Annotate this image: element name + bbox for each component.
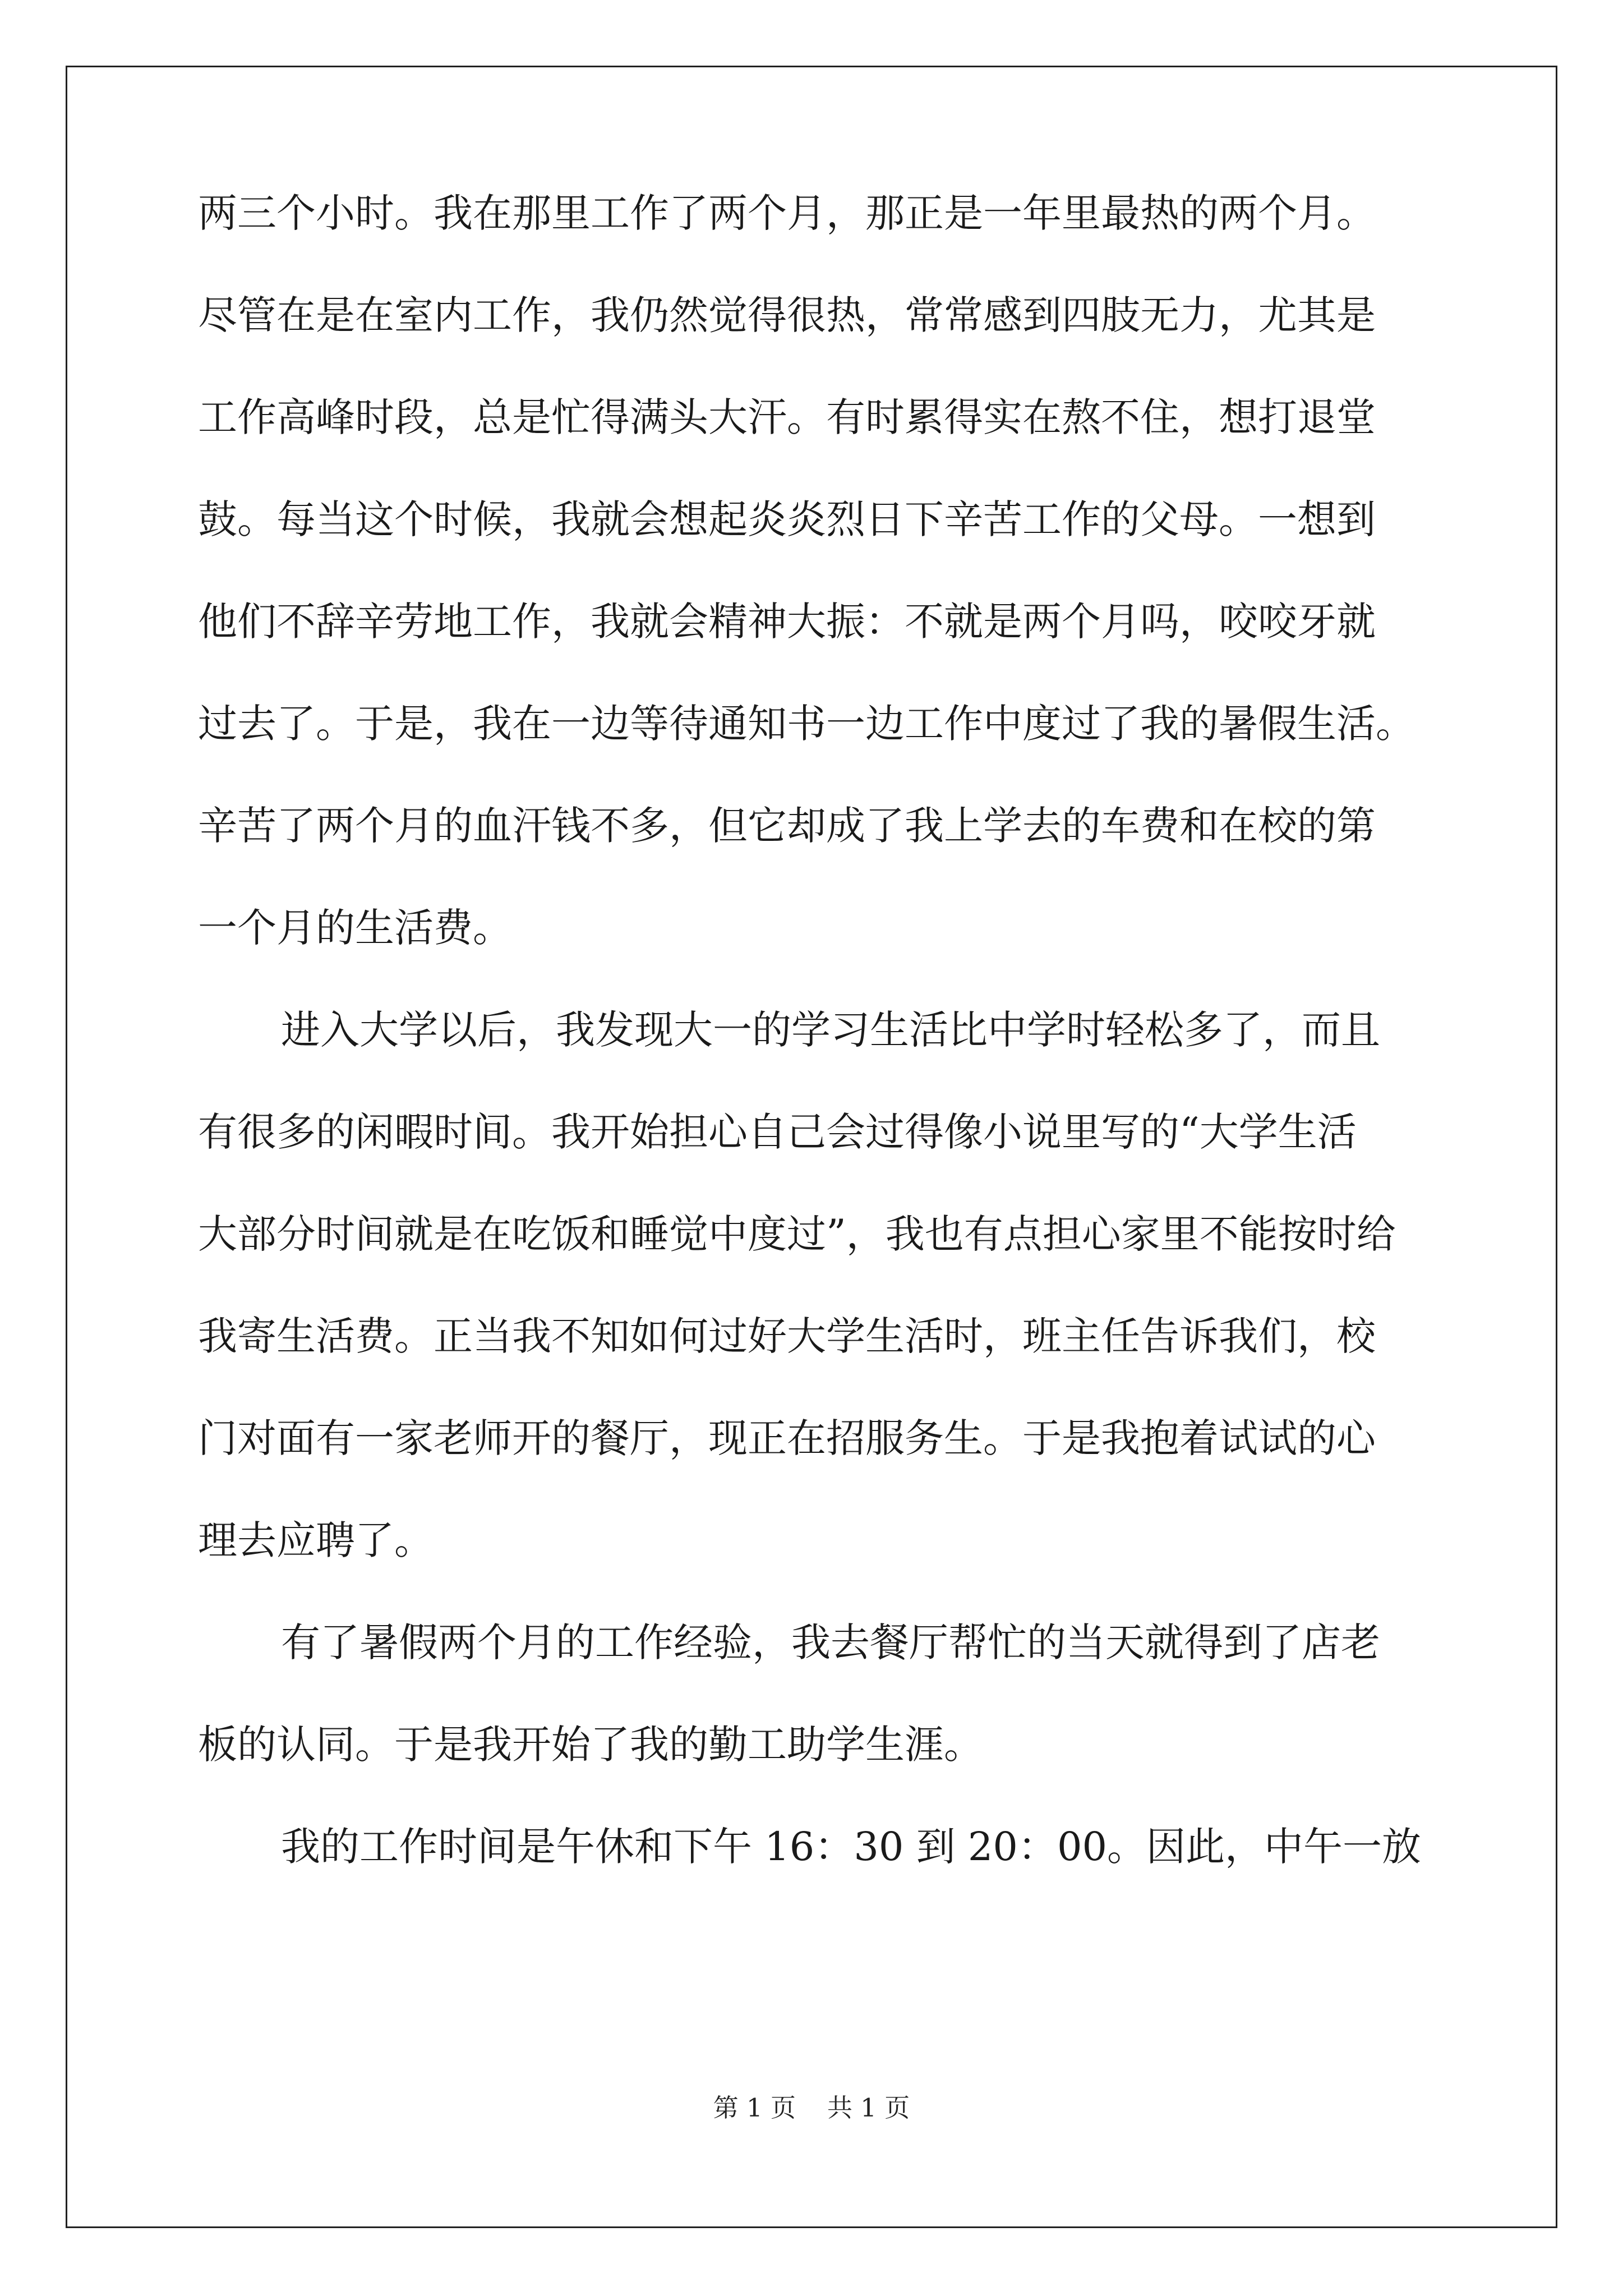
text-line: 理去应聘了。	[198, 1517, 434, 1563]
page-number: 第 1 页	[713, 2093, 796, 2123]
paragraph-first-line: 我的工作时间是午休和下午 16：30 到 20：00。因此，中午一放	[281, 1824, 1422, 1870]
text-line: 工作高峰时段，总是忙得满头大汗。有时累得实在熬不住，想打退堂	[198, 394, 1376, 440]
text-line: 大部分时间就是在吃饭和睡觉中度过”，我也有点担心家里不能按时给	[198, 1211, 1396, 1257]
text-line: 门对面有一家老师开的餐厅，现正在招服务生。于是我抱着试试的心	[198, 1415, 1376, 1461]
text-line: 鼓。每当这个时候，我就会想起炎炎烈日下辛苦工作的父母。一想到	[198, 496, 1376, 542]
paragraph-first-line: 有了暑假两个月的工作经验，我去餐厅帮忙的当天就得到了店老	[281, 1619, 1380, 1665]
page-footer	[0, 2091, 1623, 2125]
page-total: 共 1 页	[827, 2093, 910, 2123]
text-line: 我寄生活费。正当我不知如何过好大学生活时，班主任告诉我们，校	[198, 1313, 1376, 1359]
text-line: 过去了。于是，我在一边等待通知书一边工作中度过了我的暑假生活。	[198, 701, 1415, 747]
text-line: 他们不辞辛劳地工作，我就会精神大振：不就是两个月吗，咬咬牙就	[198, 599, 1376, 645]
text-line: 两三个小时。我在那里工作了两个月，那正是一年里最热的两个月。	[198, 190, 1376, 236]
document-body	[198, 185, 1432, 1921]
paragraph-first-line: 进入大学以后，我发现大一的学习生活比中学时轻松多了，而且	[281, 1007, 1380, 1053]
text-line: 板的认同。于是我开始了我的勤工助学生涯。	[198, 1722, 983, 1768]
text-line: 有很多的闲暇时间。我开始担心自己会过得像小说里写的“大学生活	[198, 1109, 1357, 1155]
text-line: 辛苦了两个月的血汗钱不多，但它却成了我上学去的车费和在校的第	[198, 803, 1376, 849]
text-line: 尽管在是在室内工作，我仍然觉得很热，常常感到四肢无力，尤其是	[198, 292, 1376, 338]
text-line: 一个月的生活费。	[198, 905, 512, 951]
